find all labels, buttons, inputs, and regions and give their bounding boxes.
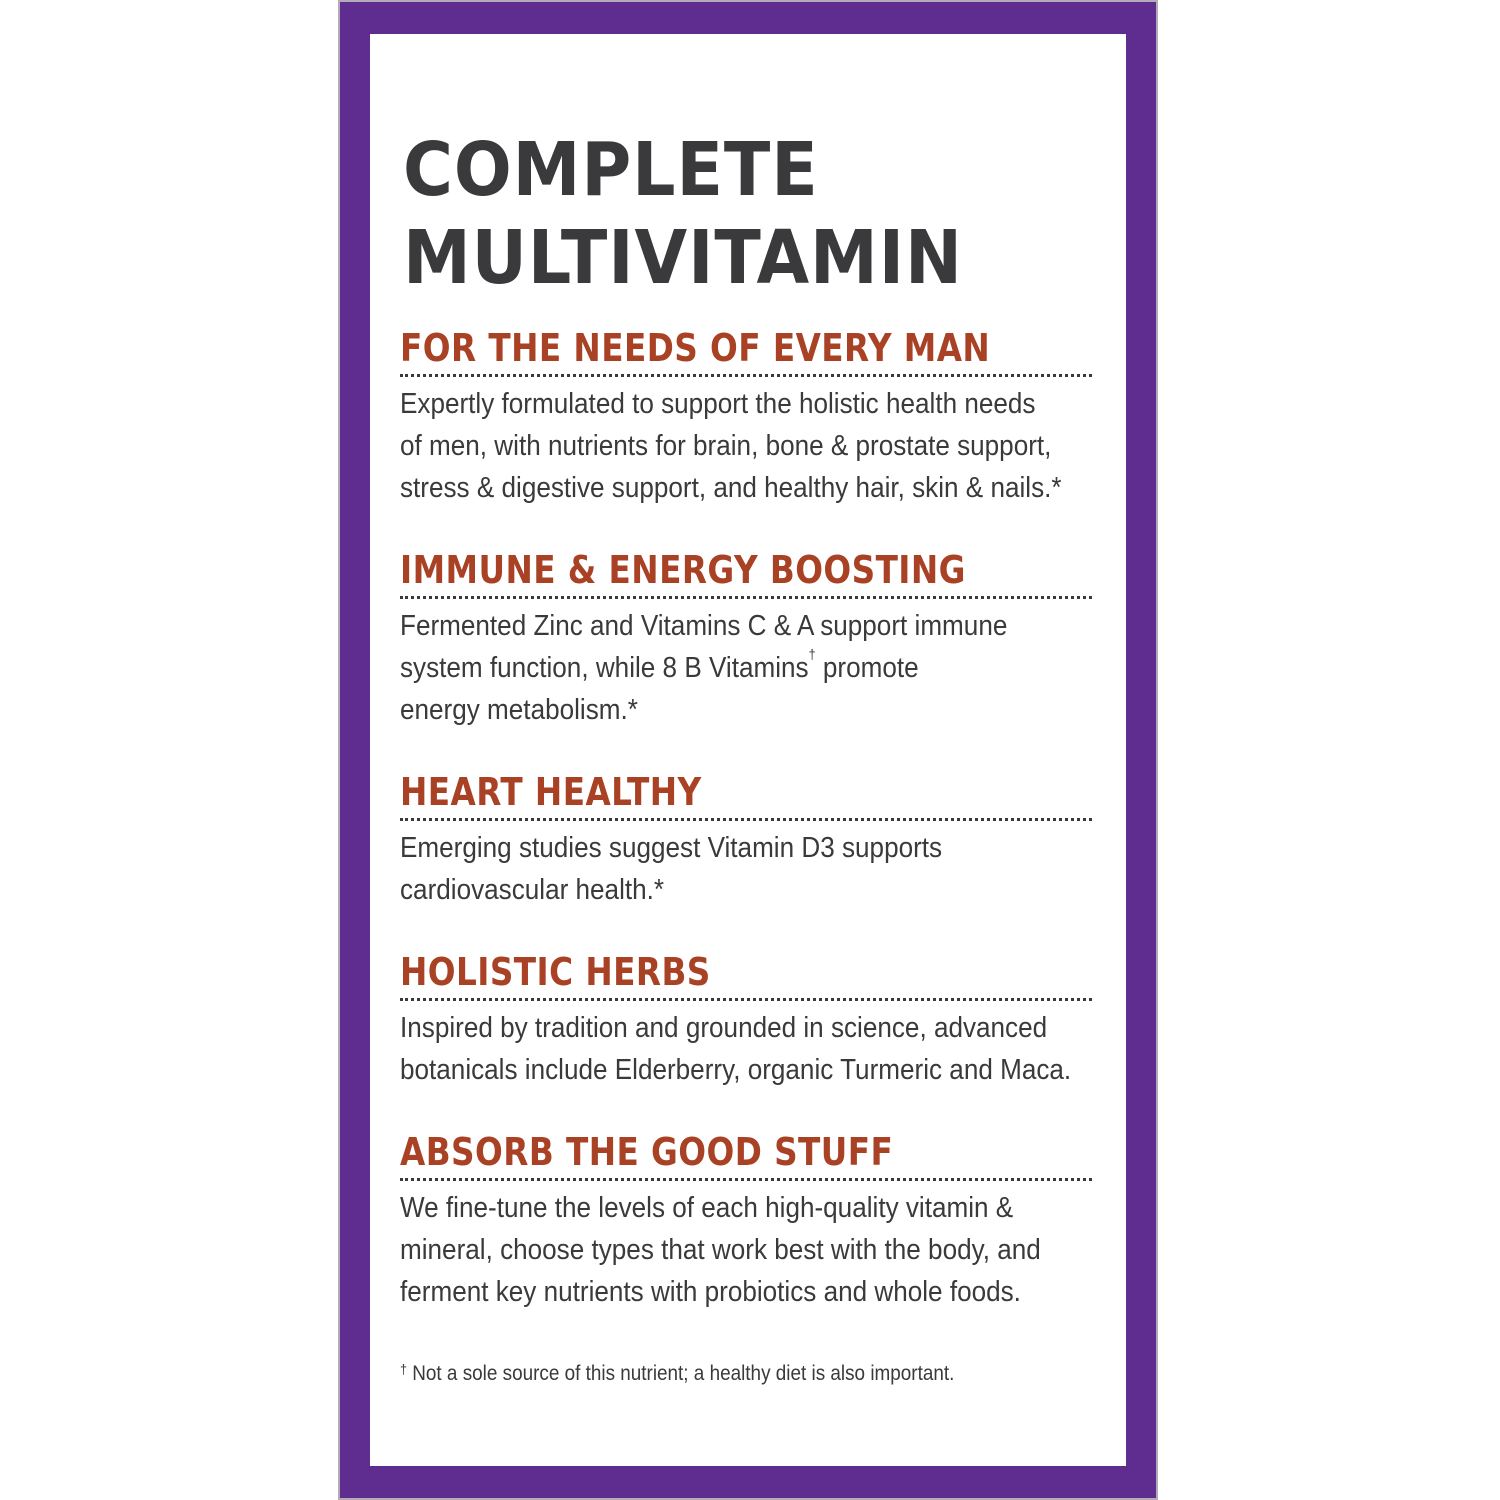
section-text-line: ferment key nutrients with probiotics and whole foods.: [400, 1276, 1021, 1308]
section-heading: HEART HEALTHY: [400, 770, 702, 814]
dotted-divider: [400, 818, 1092, 821]
section-heading: FOR THE NEEDS OF EVERY MAN: [400, 326, 991, 370]
footnote-text: Not a sole source of this nutrient; a healthy diet is also important.: [407, 1362, 955, 1385]
purple-border-frame: [340, 2, 1156, 1498]
dotted-divider: [400, 1178, 1092, 1181]
section-heading: ABSORB THE GOOD STUFF: [400, 1130, 894, 1174]
dotted-divider: [400, 596, 1092, 599]
section-text-line: energy metabolism.*: [400, 694, 638, 726]
section-text-line: botanicals include Elderberry, organic Turmeric and Maca.: [400, 1054, 1072, 1086]
section-heart-healthy: [400, 770, 1092, 911]
text-fragment: system function, while 8 B Vitamins: [400, 652, 809, 684]
dotted-divider: [400, 374, 1092, 377]
section-holistic-herbs: [400, 950, 1092, 1091]
content-panel: [370, 34, 1126, 1466]
dotted-divider: [400, 998, 1092, 1001]
section-text-line: Emerging studies suggest Vitamin D3 supports: [400, 832, 943, 864]
dagger-mark: †: [400, 1361, 408, 1377]
section-text-line: mineral, choose types that work best with the body, and: [400, 1234, 1041, 1266]
title-line-2: MULTIVITAMIN: [403, 215, 963, 301]
section-absorb-good-stuff: [400, 1130, 1092, 1313]
product-title: [403, 126, 963, 302]
section-text-line: Fermented Zinc and Vitamins C & A support immune: [400, 610, 1008, 642]
text-fragment: promote: [815, 652, 919, 684]
section-text-line: [400, 647, 1023, 689]
title-line-1: COMPLETE: [403, 127, 819, 213]
section-immune-energy: [400, 548, 1092, 731]
dagger-mark: †: [808, 646, 816, 662]
section-heading: HOLISTIC HERBS: [400, 950, 711, 994]
section-text-line: We fine-tune the levels of each high-quality vitamin &: [400, 1192, 1014, 1224]
section-text-line: stress & digestive support, and healthy hair, skin & nails.*: [400, 472, 1062, 504]
section-heading: IMMUNE & ENERGY BOOSTING: [400, 548, 966, 592]
section-text-line: of men, with nutrients for brain, bone & prostate support,: [400, 430, 1052, 462]
section-text-line: cardiovascular health.*: [400, 874, 665, 906]
section-needs-of-every-man: [400, 326, 1092, 509]
footnote: [400, 1362, 954, 1386]
section-text-line: Inspired by tradition and grounded in science, advanced: [400, 1012, 1048, 1044]
section-text-line: Expertly formulated to support the holistic health needs: [400, 388, 1036, 420]
